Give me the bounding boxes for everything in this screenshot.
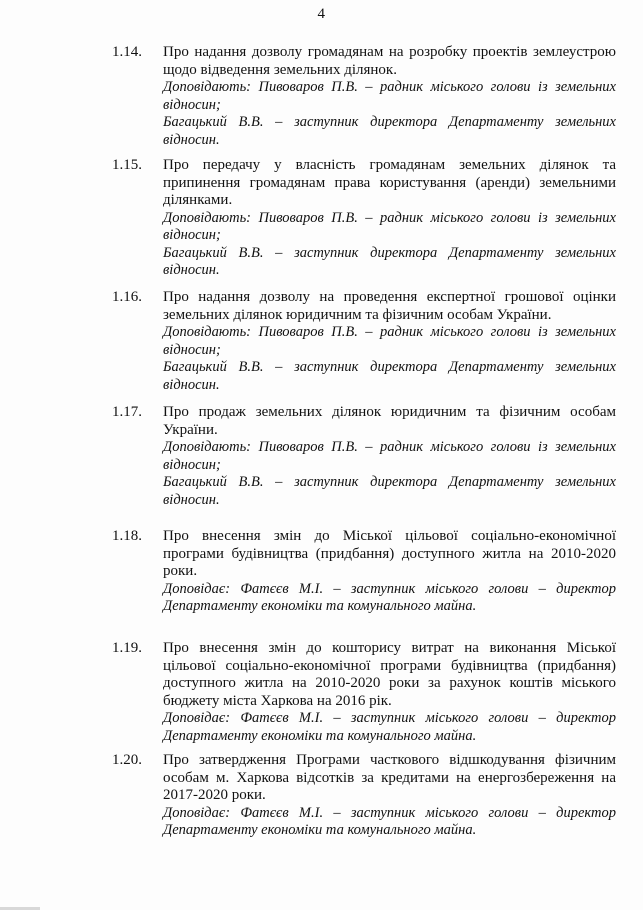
item-body	[163, 752, 616, 840]
item-body	[163, 640, 616, 745]
speaker-line: Доповідають: Пивоваров П.В. – радник міського голови із земельних відносин;	[163, 79, 616, 113]
speaker-line: Доповідають: Пивоваров П.В. – радник міського голови із земельних відносин;	[163, 324, 616, 358]
item-title: Про внесення змін до Міської цільової соціально-економічної програми будівництва (придбання) доступного житла на 2010-2020 роки.	[163, 528, 616, 579]
speaker-line: Багацький В.В. – заступник директора Департаменту земельних відносин.	[163, 244, 616, 278]
item-title: Про надання дозволу громадянам на розробку проектів землеустрою щодо відведення земельних ділянок.	[163, 44, 616, 78]
page-number: 4	[317, 6, 326, 22]
speaker-line: Доповідає: Фатєєв М.І. – заступник міського голови – директор Департаменту економіки та комунального майна.	[163, 710, 616, 744]
item-title: Про передачу у власність громадянам земельних ділянок та припинення громадянам права користування (аренди) земельними ділянками.	[163, 157, 616, 208]
item-body	[163, 289, 616, 394]
item-number: 1.17.	[112, 404, 142, 420]
item-body	[163, 44, 616, 149]
item-number: 1.16.	[112, 289, 142, 305]
item-body	[163, 528, 616, 616]
item-number: 1.15.	[112, 157, 142, 173]
item-title: Про продаж земельних ділянок юридичним та фізичним особам України.	[163, 404, 616, 438]
speaker-line: Багацький В.В. – заступник директора Департаменту земельних відносин.	[163, 359, 616, 393]
speaker-line: Багацький В.В. – заступник директора Департаменту земельних відносин.	[163, 114, 616, 148]
speaker-line: Багацький В.В. – заступник директора Департаменту земельних відносин.	[163, 474, 616, 508]
item-title: Про внесення змін до кошторису витрат на виконання Міської цільової соціально-економічної програми будівництва (придбання) доступного житла на 2010-2020 роки за рахунок коштів міського бюджету міста Харкова на 2016 рік.	[163, 640, 616, 709]
item-number: 1.14.	[112, 44, 142, 60]
item-body	[163, 157, 616, 280]
item-title: Про надання дозволу на проведення експертної грошової оцінки земельних ділянок юридичним та фізичним особам України.	[163, 289, 616, 323]
speaker-line: Доповідає: Фатєєв М.І. – заступник міського голови – директор Департаменту економіки та комунального майна.	[163, 580, 616, 614]
item-title: Про затвердження Програми часткового відшкодування фізичним особам м. Харкова відсотків за кредитами на енергозбереження на 2017-2020 роки.	[163, 752, 616, 803]
item-number: 1.20.	[112, 752, 142, 768]
item-number: 1.18.	[112, 528, 142, 544]
speaker-line: Доповідає: Фатєєв М.І. – заступник міського голови – директор Департаменту економіки та комунального майна.	[163, 804, 616, 838]
speaker-line: Доповідають: Пивоваров П.В. – радник міського голови із земельних відносин;	[163, 439, 616, 473]
speaker-line: Доповідають: Пивоваров П.В. – радник міського голови із земельних відносин;	[163, 209, 616, 243]
item-number: 1.19.	[112, 640, 142, 656]
item-body	[163, 404, 616, 509]
